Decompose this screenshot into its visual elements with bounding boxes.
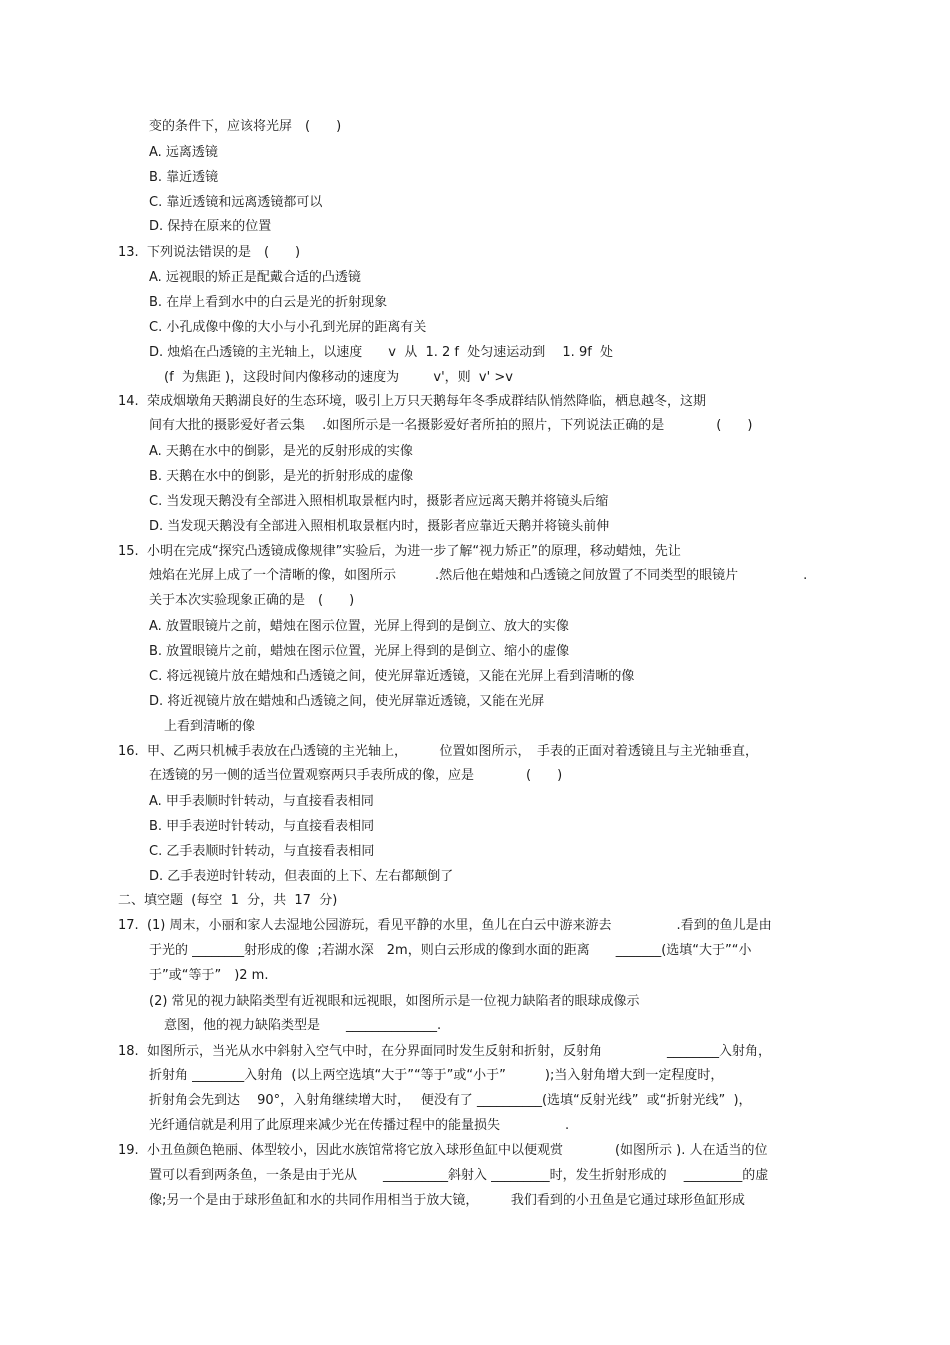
text-line-19: 烛焰在光屏上成了一个清晰的像，如图所示 .然后他在蜡烛和凸透镜之间放置了不同类型的眼镜片 . [149,568,808,583]
text-line-41: 光纤通信就是利用了此原理来减少光在传播过程中的能量损失 . [149,1118,570,1133]
text-line-31: D. 乙手表逆时针转动，但表面的上下、左右都颠倒了 [149,869,454,884]
section-heading: 二、填空题 (每空 1 分，共 17 分) [118,893,338,908]
text-line-24: D. 将近视镜片放在蜡烛和凸透镜之间，使光屏靠近透镜，又能在光屏 [149,694,545,709]
text-line-30: C. 乙手表顺时针转动，与直接看表相同 [149,844,375,859]
text-line-20: 关于本次实验现象正确的是 ( ) [149,593,355,608]
text-line-22: B. 放置眼镜片之前，蜡烛在图示位置，光屏上得到的是倒立、缩小的虚像 [149,644,570,659]
text-line-40: 折射角会先到达 90°，入射角继续增大时， 便没有了 __________(选填“反射光线” 或“折射光线” )， [149,1093,752,1108]
text-line-09: C. 小孔成像中像的大小与小孔到光屏的距离有关 [149,320,427,335]
text-line-39: 折射角 ________入射角 (以上两空选填“大于”“等于”或“小于” );当入射角增大到一定程度时， [149,1068,724,1083]
text-line-21: A. 放置眼镜片之前，蜡烛在图示位置，光屏上得到的是倒立、放大的实像 [149,619,569,634]
text-line-28: A. 甲手表顺时针转动，与直接看表相同 [149,794,374,809]
text-line-34: 于光的 ________射形成的像 ;若湖水深 2m，则白云形成的像到水面的距离 _______(选填“大于”“小 [149,943,752,958]
text-line-14: A. 天鹅在水中的倒影，是光的反射形成的实像 [149,444,413,459]
text-line-01: 变的条件下，应该将光屏 ( ) [149,119,342,134]
text-line-03: B. 靠近透镜 [149,170,219,185]
text-line-38: 18. 如图所示，当光从水中斜射入空气中时，在分界面同时发生反射和折射，反射角 ________入射角， [118,1044,771,1059]
text-line-16: C. 当发现天鹅没有全部进入照相机取景框内时，摄影者应远离天鹅并将镜头后缩 [149,494,609,509]
text-line-37: 意图，他的视力缺陷类型是 ______________. [164,1018,442,1033]
text-line-33: 17. (1) 周末，小丽和家人去湿地公园游玩，看见平静的水里，鱼儿在白云中游来游去 .看到的鱼儿是由 [118,918,772,933]
text-line-35: 于”或“等于” )2 m. [149,968,269,983]
text-line-36: (2) 常见的视力缺陷类型有近视眼和远视眼，如图所示是一位视力缺陷者的眼球成像示 [149,994,640,1009]
text-line-05: D. 保持在原来的位置 [149,219,272,234]
text-line-11: (f 为焦距 )，这段时间内像移动的速度为 v'，则 v' >v [164,370,513,385]
text-line-25: 上看到清晰的像 [164,719,256,734]
text-line-27: 在透镜的另一侧的适当位置观察两只手表所成的像，应是 ( ) [149,768,563,783]
text-line-06: 13. 下列说法错误的是 ( ) [118,245,301,260]
text-line-23: C. 将远视镜片放在蜡烛和凸透镜之间，使光屏靠近透镜，又能在光屏上看到清晰的像 [149,669,635,684]
text-line-26: 16. 甲、乙两只机械手表放在凸透镜的主光轴上， 位置如图所示， 手表的正面对着透镜且与主光轴垂直， [118,744,758,759]
text-line-12: 14. 荣成烟墩角天鹅湖良好的生态环境，吸引上万只天鹅每年冬季成群结队悄然降临，栖息越冬，这期 [118,394,706,409]
text-line-15: B. 天鹅在水中的倒影，是光的折射形成的虚像 [149,469,414,484]
text-line-42: 19. 小丑鱼颜色艳丽、体型较小，因此水族馆常将它放入球形鱼缸中以便观赏 (如图所示 ). 人在适当的位 [118,1143,768,1158]
text-line-43: 置可以看到两条鱼，一条是由于光从 __________斜射入 _________时，发生折射形成的 _________的虚 [149,1168,769,1183]
text-line-10: D. 烛焰在凸透镜的主光轴上，以速度 v 从 1. 2 f 处匀速运动到 1. 9f 处 [149,345,614,360]
text-line-08: B. 在岸上看到水中的白云是光的折射现象 [149,295,388,310]
text-line-44: 像;另一个是由于球形鱼缸和水的共同作用相当于放大镜， 我们看到的小丑鱼是它通过球形鱼缸形成 [149,1193,745,1208]
text-line-04: C. 靠近透镜和远离透镜都可以 [149,195,323,210]
text-line-02: A. 远离透镜 [149,145,218,160]
text-line-07: A. 远视眼的矫正是配戴合适的凸透镜 [149,270,361,285]
text-line-13: 间有大批的摄影爱好者云集 .如图所示是一名摄影爱好者所拍的照片，下列说法正确的是 ( ) [149,418,753,433]
text-line-17: D. 当发现天鹅没有全部进入照相机取景框内时，摄影者应靠近天鹅并将镜头前伸 [149,519,610,534]
text-line-18: 15. 小明在完成“探究凸透镜成像规律”实验后，为进一步了解“视力矫正”的原理，移动蜡烛，先让 [118,544,681,559]
text-line-29: B. 甲手表逆时针转动，与直接看表相同 [149,819,375,834]
